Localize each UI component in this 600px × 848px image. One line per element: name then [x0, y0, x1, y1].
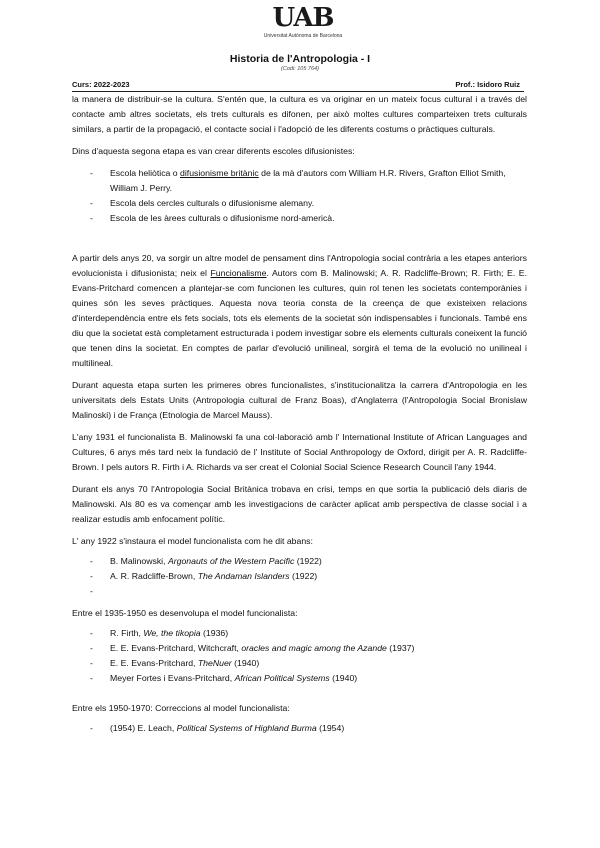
list-item-empty: - — [90, 586, 93, 596]
list-item: - (1954) E. Leach, Political Systems of Highland Burma (1954) — [90, 723, 345, 733]
list-item: - R. Firth, We, the tikopia (1936) — [90, 628, 229, 638]
link-funcionalisme[interactable]: Funcionalisme — [210, 268, 267, 278]
paragraph-diffusion: la manera de distribuir-se la cultura. S'entén que, la cultura es va originar en un mateix focus cultural i a través del contacte amb altres societats, els trets culturals es difonen, per això moltes cultures comparteixen trets culturals similars, a partir de la propagació, el contacte social i l'adopció de les diferents costums o pràctiques culturals. — [72, 94, 527, 134]
paragraph-institutionalization: Durant aquesta etapa surten les primeres obres funcionalistes, s'institucionalitza la carrera d'Antropologia en les universitats dels Estats Units (Antropologia cultural de Franz Boas), d'Anglaterra (l'Antropologia Social Bronislaw Malinoski) i de França (Etnologia de Marcel Mauss). — [72, 380, 527, 420]
professor-name: Prof.: Isidoro Ruiz — [455, 80, 520, 89]
paragraph-1950: Entre els 1950-1970: Correccions al model funcionalista: — [72, 703, 290, 713]
course-meta-row — [72, 80, 524, 92]
list-1950 — [72, 721, 527, 736]
list-item: - Escola heliòtica o difusionisme britànic de la mà d'autors com William H.R. Rivers, Grafton Elliot Smith, William J. Perry. — [90, 168, 506, 193]
link-difusionisme-britanic[interactable]: difusionisme britànic — [180, 168, 259, 178]
university-logo — [257, 3, 349, 45]
list-item: - A. R. Radcliffe-Brown, The Andaman Islanders (1922) — [90, 571, 318, 581]
page-title: Historia de l'Antropologia - I — [229, 53, 371, 65]
paragraph-1931: L'any 1931 el funcionalista B. Malinowski fa una col·laboració amb l' International Institute of African Languages and Cultures, 6 anys més tard neix la fundació de l' Institute of Social Anthropology de Oxford, dirigit per A. R. Radcliffe-Brown. I pels autors R. Firth i A. Richards va ser creat el Colonial Social Science Research Council l'any 1944. — [72, 432, 527, 472]
list-1935 — [72, 626, 527, 686]
list-1922 — [72, 554, 527, 599]
list-item: - Meyer Fortes i Evans-Pritchard, African Political Systems (1940) — [90, 673, 358, 683]
logo-text: UAB — [272, 3, 334, 33]
paragraph-1935: Entre el 1935-1950 es desenvolupa el model funcionalista: — [72, 608, 298, 618]
list-item: - Escola de les àrees culturals o difusionisme nord-americà. — [90, 213, 335, 223]
list-item: - Escola dels cercles culturals o difusionisme alemany. — [90, 198, 315, 208]
schools-list — [72, 166, 527, 226]
paragraph-schools-intro: Dins d'aquesta segona etapa es van crear diferents escoles difusionistes: — [72, 146, 355, 156]
logo-subtitle: Universitat Autònoma de Barcelona — [263, 33, 343, 39]
paragraph-1922: L' any 1922 s'instaura el model funcionalista com he dit abans: — [72, 536, 313, 546]
list-item: - E. E. Evans-Pritchard, TheNuer (1940) — [90, 658, 260, 668]
paragraph-70s: Durant els anys 70 l'Antropologia Social Britànica trobava en crisi, temps en que sortia la publicació dels diaris de Malinowski. Als 80 es va començar amb les investigacions de caràcter aplicat amb perspectiva de classe social i a realizar estudis amb enfocament polític. — [72, 484, 527, 524]
course-code: (Codi: 105 764) — [281, 66, 319, 72]
document-body — [72, 92, 527, 743]
course-year: Curs: 2022-2023 — [72, 80, 130, 89]
paragraph-functionalism: A partir dels anys 20, va sorgir un altre model de pensament dins l'Antropologia social contrària a les etapes anteriors evolucionista i difusionista; neix el Funcionalisme. Autors com B. Malinowski; A. R. Radcliffe-Brown; R. Firth; E. E. Evans-Pritchard comencen a plantejar-se com funcionen les cultures, quin rol tenen les societats contemporànies i quines són les seves pràctiques. Aquesta nova teoria consta de la creença de que existeixen relacions d'interdependència entre els fets socials, tots els elements de la societat són indispensables i funcionals. També ens diu que la societat està completament estructurada i podem investigar sobre els elements culturals coneixent la funció que tenen dins la societat. En comptes de parlar d'evolució unilineal, sorgirà el tema de la evolució no unilineal i multilineal. — [72, 253, 527, 368]
list-item: - E. E. Evans-Pritchard, Witchcraft, oracles and magic among the Azande (1937) — [90, 643, 415, 653]
list-item: - B. Malinowski, Argonauts of the Western Pacific (1922) — [90, 556, 322, 566]
